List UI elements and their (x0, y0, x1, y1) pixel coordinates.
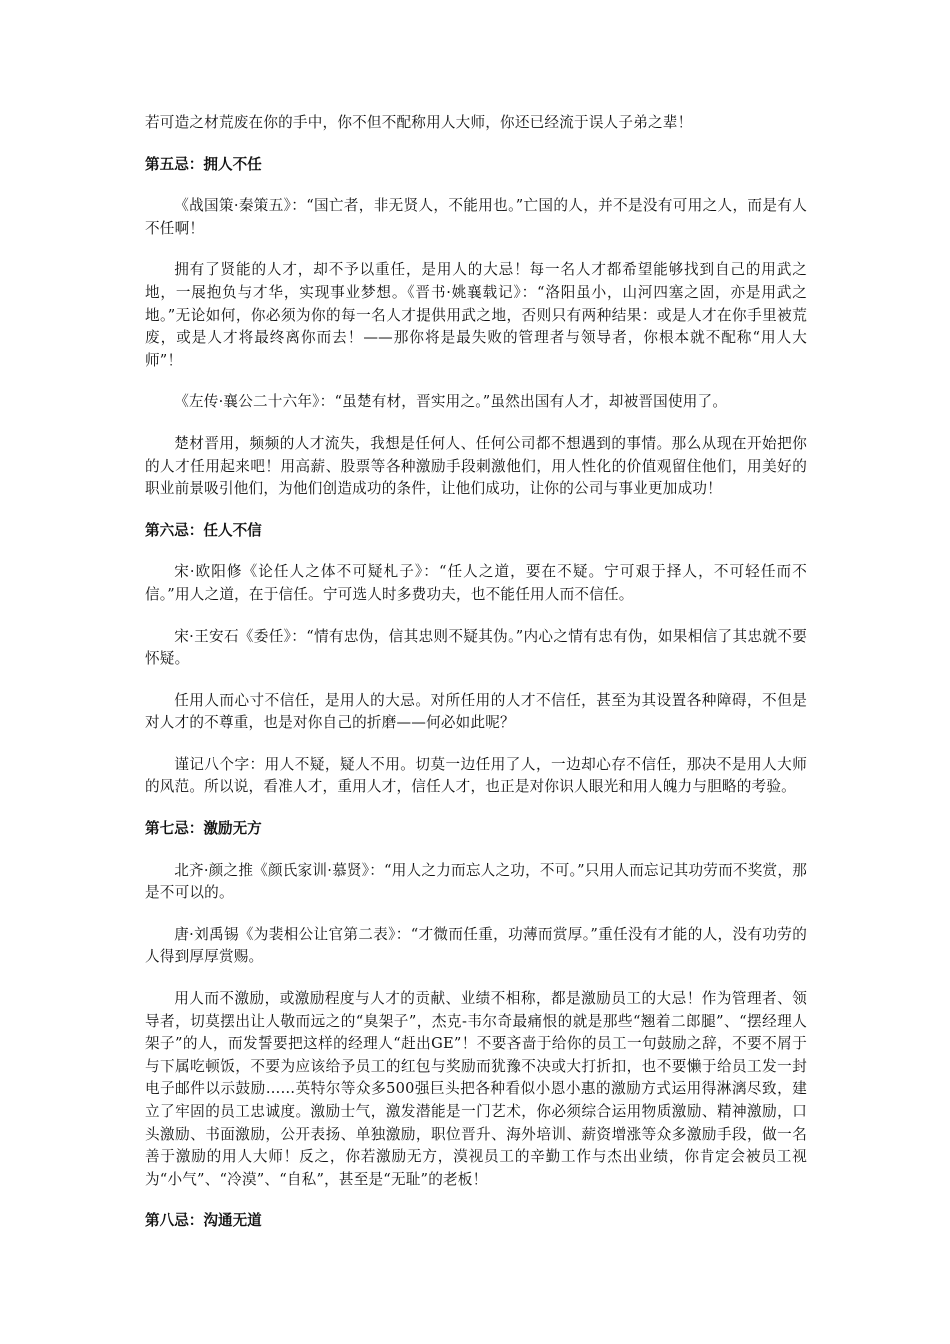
paragraph: 《左传·襄公二十六年》：“虽楚有材，晋实用之。”虽然出国有人才，却被晋国使用了。 (174, 393, 728, 411)
paragraph: 北齐·颜之推《颜氏家训·慕贤》：“用人之力而忘人之功，不可。”只用人而忘记其功劳而不奖赏，那是不可以的。 (145, 861, 807, 902)
document-page (145, 112, 807, 1252)
paragraph: 楚材晋用，频频的人才流失，我想是任何人、任何公司都不想遇到的事情。那么从现在开始把你的人才任用起来吧！用高薪、股票等各种激励手段刺激他们，用人性化的价值观留住他们，用美好的职业前景吸引他们，为他们创造成功的条件，让他们成功，让你的公司与事业更加成功！ (145, 434, 807, 498)
section-heading: 第六忌：任人不信 (145, 521, 262, 539)
paragraph: 谨记八个字：用人不疑，疑人不用。切莫一边任用了人，一边却心存不信任，那决不是用人大师的风范。所以说，看准人才，重用人才，信任人才，也正是对你识人眼光和用人魄力与胆略的考验。 (145, 755, 807, 796)
section-heading: 第五忌：拥人不任 (145, 155, 262, 173)
paragraph: 《战国策·秦策五》：“国亡者，非无贤人，不能用也。”亡国的人，并不是没有可用之人，而是有人不任啊！ (145, 197, 807, 237)
section-heading: 第七忌：激励无方 (145, 820, 262, 838)
section-heading: 第八忌：沟通无道 (145, 1212, 262, 1230)
paragraph: 若可造之材荒废在你的手中，你不但不配称用人大师，你还已经流于误人子弟之辈！ (145, 114, 693, 131)
paragraph: 拥有了贤能的人才，却不予以重任，是用人的大忌！每一名人才都希望能够找到自己的用武之地，一展抱负与才华，实现事业梦想。《晋书·姚襄载记》：“洛阳虽小，山河四塞之固，亦是用武之地。”无论如何，你必须为你的每一名人才提供用武之地，否则只有两种结果：或是人才在你手里被荒废，或是人才将最终离你而去！——那你将是最失败的管理者与领导者，你根本就不配称“用人大师”！ (145, 261, 807, 369)
paragraph: 宋·王安石《委任》：“情有忠伪，信其忠则不疑其伪。”内心之情有忠有伪，如果相信了其忠就不要怀疑。 (145, 627, 807, 668)
paragraph: 宋·欧阳修《论任人之体不可疑札子》：“任人之道，要在不疑。宁可艰于择人，不可轻任而不信。”用人之道，在于信任。宁可选人时多费功夫，也不能任用人而不信任。 (145, 563, 807, 603)
paragraph: 任用人而心寸不信任，是用人的大忌。对所任用的人才不信任，甚至为其设置各种障碍，不但是对人才的不尊重，也是对你自己的折磨——何必如此呢？ (145, 691, 807, 732)
paragraph: 唐·刘禹锡《为裴相公让官第二表》：“才微而任重，功薄而赏厚。”重任没有才能的人，没有功劳的人得到厚厚赏赐。 (145, 925, 807, 966)
paragraph: 用人而不激励，或激励程度与人才的贡献、业绩不相称，都是激励员工的大忌！作为管理者、领导者，切莫摆出让人敬而远之的“臭架子”，杰克-韦尔奇最痛恨的就是那些“翘着二郎腿”、“摆经理人架子”的人，而发誓要把这样的经理人“赶出GE”！不要吝啬于给你的员工一句鼓励之辞，不要不屑于与下属吃顿饭，不要为应该给予员工的红包与奖励而犹豫不决或大打折扣，也不要懒于给员工发一封电子邮件以示鼓励……英特尔等众多500强巨头把各种看似小恩小惠的激励方式运用得淋漓尽致，建立了牢固的员工忠诚度。激励士气，激发潜能是一门艺术，你必须综合运用物质激励、精神激励，口头激励、书面激励，公开表扬、单独激励，职位晋升、海外培训、薪资增涨等众多激励手段，做一名善于激励的用人大师！反之，你若激励无方，漠视员工的辛勤工作与杰出业绩，你肯定会被员工视为“小气”、“冷漠”、“自私”，甚至是“无耻”的老板！ (145, 990, 807, 1188)
